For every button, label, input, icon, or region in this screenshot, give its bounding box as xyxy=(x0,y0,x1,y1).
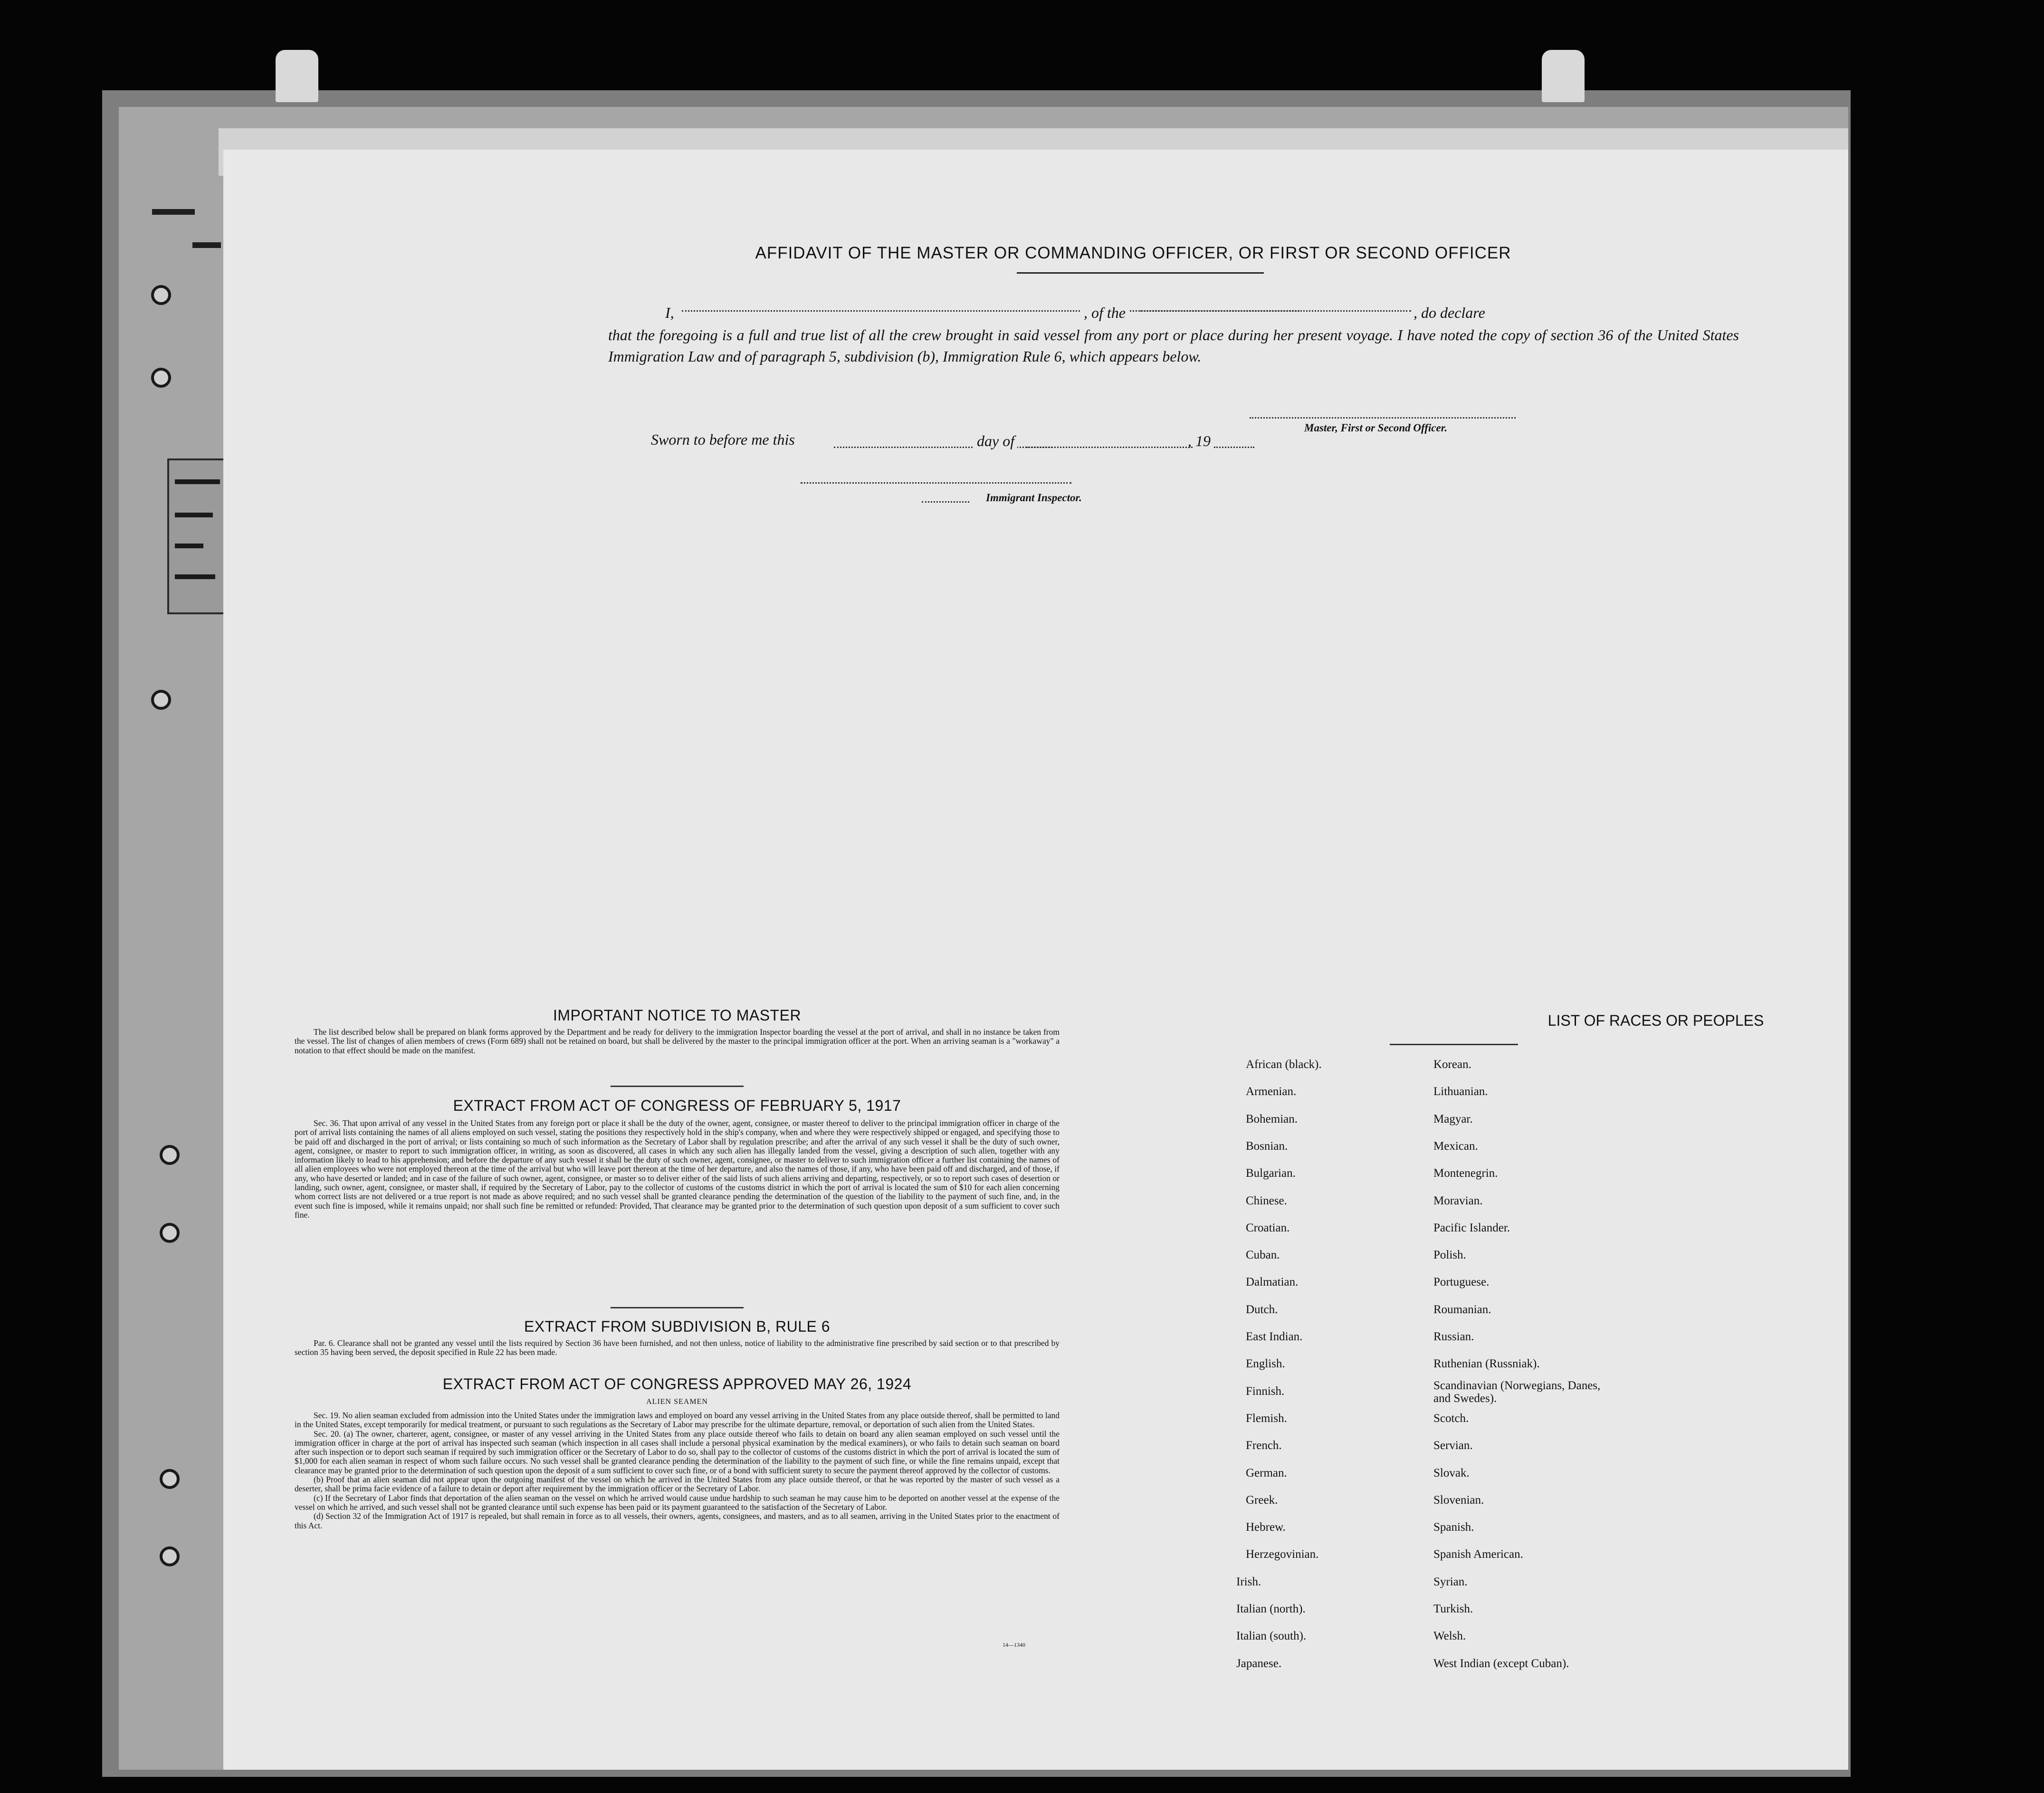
race-item: Scotch. xyxy=(1433,1412,1469,1425)
affidavit-body: that the foregoing is a full and true list of all the crew brought in said vessel from any port or place during her present voyage. I have noted the copy of section 36 of the United States Immigration Law and of paragraph 5, subdivision (b), Immigration Rule 6, which appears below. xyxy=(608,326,1739,365)
form-page xyxy=(223,150,1848,1770)
race-item: Magyar. xyxy=(1433,1112,1473,1125)
punch-hole xyxy=(160,1469,180,1489)
punch-hole xyxy=(151,368,171,388)
race-item: Spanish American. xyxy=(1433,1548,1523,1561)
sec-19-text: Sec. 19. No alien seaman excluded from admission into the United States under the immigration laws and employed on board any vessel arriving in the United States from any place outside thereof, shall be permitted to land in the United States, except temporarily for medical treatment, or pursuant to such regulations as the Secretary of Labor may prescribe for the ultimate departure, removal, or deportation of such alien from the United States. xyxy=(295,1411,1060,1430)
race-item: Irish. xyxy=(1236,1575,1261,1588)
margin-mark xyxy=(192,242,221,248)
race-item: Welsh. xyxy=(1433,1630,1466,1643)
race-item: Italian (south). xyxy=(1236,1630,1307,1643)
race-item: Russian. xyxy=(1433,1330,1474,1343)
inspector-label: Immigrant Inspector. xyxy=(986,492,1082,504)
race-item: Spanish. xyxy=(1433,1521,1474,1534)
race-item: French. xyxy=(1246,1439,1282,1452)
race-item: Greek. xyxy=(1246,1493,1278,1507)
race-item: Lithuanian. xyxy=(1433,1085,1488,1098)
race-item: Ruthenian (Russniak). xyxy=(1433,1357,1540,1371)
race-item: Japanese. xyxy=(1236,1657,1282,1670)
section-divider xyxy=(611,1086,744,1087)
alien-seamen-subtitle: ALIEN SEAMEN xyxy=(646,1398,708,1406)
race-item: German. xyxy=(1246,1466,1287,1479)
race-item: Bohemian. xyxy=(1246,1112,1298,1125)
race-item: Portuguese. xyxy=(1433,1276,1490,1289)
notice-title: IMPORTANT NOTICE TO MASTER xyxy=(553,1007,802,1024)
extract-1917-title: EXTRACT FROM ACT OF CONGRESS OF FEBRUARY 5, 1917 xyxy=(453,1097,901,1114)
extract-1924-title: EXTRACT FROM ACT OF CONGRESS APPROVED MAY 26, 1924 xyxy=(442,1375,912,1392)
affidavit-title: AFFIDAVIT OF THE MASTER OR COMMANDING OFFICER, OR FIRST OR SECOND OFFICER xyxy=(755,244,1511,262)
sec-20d-text: (d) Section 32 of the Immigration Act of 1917 is repealed, but shall remain in force as to all vessels, their owners, agents, consignees, and masters, and as to all seamen, arriving in the United States prior to the enactment of this Act. xyxy=(295,1511,1060,1530)
affidavit-do-declare: , do declare xyxy=(1414,304,1485,321)
race-item: Slovenian. xyxy=(1433,1493,1484,1507)
race-item: Turkish. xyxy=(1433,1602,1473,1615)
sworn-day-line xyxy=(834,447,1052,448)
race-item: Korean. xyxy=(1433,1058,1471,1071)
race-item: Syrian. xyxy=(1433,1575,1468,1588)
section-divider xyxy=(611,1307,744,1308)
rule-6-title: EXTRACT FROM SUBDIVISION B, RULE 6 xyxy=(524,1318,831,1335)
race-item: Montenegrin. xyxy=(1433,1167,1498,1180)
affidavit-i-label: I, xyxy=(665,304,674,321)
inspector-line xyxy=(801,482,1071,484)
race-item: Scandinavian (Norwegians, Danes, and Swedes). xyxy=(1433,1379,1601,1405)
sec-20c-text: (c) If the Secretary of Labor finds that deportation of the alien seaman on the vessel on which he arrived would cause undue hardship to such seaman he may cause him to be deported on another vessel at the expense of the vessel on which he arrived, and such vessel shall not be granted clearance until such expense has been paid or its payment guaranteed to the satisfaction of the Secretary of Labor. xyxy=(295,1493,1060,1512)
inspector-short-line xyxy=(922,501,969,503)
extract-1924-body xyxy=(295,1411,1060,1530)
race-item: Croatian. xyxy=(1246,1221,1290,1234)
punch-hole xyxy=(160,1145,180,1165)
signature-line xyxy=(1250,417,1516,419)
race-item: African (black). xyxy=(1246,1058,1322,1071)
race-item: Moravian. xyxy=(1433,1194,1483,1207)
race-item: Slovak. xyxy=(1433,1466,1470,1479)
vessel-name-line xyxy=(1140,310,1411,312)
sec-36-text: Sec. 36. That upon arrival of any vessel in the United States from any foreign port or place it shall be the duty of the owner, agent, consignee, or master thereof to deliver to the principal immigration officer in charge of the port of arrival lists containing the names of all aliens employed on such vessel, stating the positions they respectively hold in the ship's company, when and where they were respectively shipped or engaged, and specifying those to be paid off and discharged in the port of arrival; or lists containing so much of such information as the Secretary of Labor shall by regulation prescribe; and after the arrival of any such vessel it shall be the duty of such owner, agent, consignee, or master to report to such immigration officer, in writing, as soon as discovered, all cases in which any such alien has illegally landed from the vessel, giving a description of such alien, together with any information likely to lead to his apprehension; and before the departure of any such vessel it shall be the duty of such owner, agent, consignee, or master to deliver to such immigration officer a further list containing the names of all alien employees who were not employed thereon at the time of the arrival but who will leave port thereon at the time of her departure, and also the names of those, if any, who have been paid off and discharged, and of those, if any, who have deserted or landed; and in case of the failure of such owner, agent, consignee, or master so to deliver either of the said lists of such aliens arriving and departing, respectively, or so to report such cases of desertion or landing, such owner, agent, consignee, or master shall, if required by the Secretary of Labor, pay to the collector of customs of the customs district in which the port of arrival is located the sum of $10 for each alien concerning whom correct lists are not delivered or a true report is not made as above required; and no such vessel shall be granted clearance pending the determination of the question of the liability to the payment of such fine, and, in the event such fine is imposed, while it remains unpaid; nor shall such fine be remitted or refunded: Provided, That clearance may be granted prior to the determination of such question upon deposit of a sum sufficient to cover such fine. xyxy=(295,1118,1060,1220)
race-item: Herzegovinian. xyxy=(1246,1548,1319,1561)
race-item: Pacific Islander. xyxy=(1433,1221,1510,1234)
race-item: Hebrew. xyxy=(1246,1521,1286,1534)
title-rule xyxy=(1017,272,1264,274)
punch-hole xyxy=(151,690,171,710)
margin-mark xyxy=(152,209,195,215)
extract-1917-body xyxy=(295,1119,1060,1220)
form-number: 14—1340 xyxy=(1003,1641,1025,1648)
race-item: Dalmatian. xyxy=(1246,1276,1299,1289)
race-item: Flemish. xyxy=(1246,1412,1287,1425)
notice-text: The list described below shall be prepared on blank forms approved by the Department and be ready for delivery to the immigration Inspector boarding the vessel at the port of arrival, and shall in no instance be taken from the vessel. The list of changes of alien members of crews (Form 689) shall not be retained on board, but shall be delivered by the master to the principal immigration officer at the port. When an arriving seaman is a "workaway" a notation to that effect should be made on the manifest. xyxy=(295,1027,1060,1055)
race-item: Cuban. xyxy=(1246,1249,1280,1262)
notice-body xyxy=(295,1028,1060,1055)
punch-hole xyxy=(160,1546,180,1566)
signature-label: Master, First or Second Officer. xyxy=(1304,422,1448,434)
rule-6-body xyxy=(295,1339,1060,1357)
race-item: East Indian. xyxy=(1246,1330,1303,1343)
sworn-month-line xyxy=(1026,447,1193,448)
day-of-label: day of xyxy=(974,432,1017,450)
race-item: Finnish. xyxy=(1246,1384,1285,1398)
sec-20a-text: Sec. 20. (a) The owner, charterer, agent, consignee, or master of any vessel arriving in the United States from any place outside thereof who fails to detain on board any alien seaman employed on such vessel until the immigration officer in charge at the port of arrival has inspected such seaman (which inspection in all cases shall include a personal physical examination by the medical examiners), or who fails to detain such seaman on board after such inspection or to deport such seaman if required by such immigration officer or the Secretary of Labor to do so, shall pay to the collector of customs of the customs district in which the port of arrival is located the sum of $1,000 for each alien seaman in respect of whom such failure occurs. No such vessel shall be granted clearance pending the determination of the liability to the payment of such fine, or while the fine remains unpaid, except that clearance may be granted prior to the determination of such question upon the deposit of a sum sufficient to cover such fine, or of a bond with sufficient surety to secure the payment thereof approved by the collector of customs. xyxy=(295,1429,1060,1475)
race-item: Bosnian. xyxy=(1246,1139,1288,1153)
affidavit-of-the: , of the xyxy=(1081,304,1128,322)
sworn-year-line xyxy=(1214,447,1254,448)
year-prefix: , 19 xyxy=(1188,432,1211,449)
binder-clip xyxy=(276,50,318,102)
races-title: LIST OF RACES OR PEOPLES xyxy=(1547,1012,1764,1029)
sworn-label: Sworn to before me this xyxy=(651,431,795,448)
race-item: Dutch. xyxy=(1246,1303,1278,1316)
race-item: English. xyxy=(1246,1357,1285,1371)
race-item: Armenian. xyxy=(1246,1085,1297,1098)
punch-hole xyxy=(160,1223,180,1243)
race-item: Italian (north). xyxy=(1236,1602,1306,1615)
race-item: Bulgarian. xyxy=(1246,1167,1296,1180)
sec-20b-text: (b) Proof that an alien seaman did not appear upon the outgoing manifest of the vessel on which he arrived in the United States from any place outside thereof, or that he was reported by the master of such vessel as a deserter, shall be prima facie evidence of a failure to detain or deport after requirement by the immigration officer or the Secretary of Labor. xyxy=(295,1475,1060,1494)
race-item: Polish. xyxy=(1433,1249,1466,1262)
race-item: Chinese. xyxy=(1246,1194,1287,1207)
race-item: Roumanian. xyxy=(1433,1303,1491,1316)
race-item: Mexican. xyxy=(1433,1139,1478,1153)
race-item: Servian. xyxy=(1433,1439,1473,1452)
races-rule xyxy=(1390,1044,1518,1045)
punch-hole xyxy=(151,285,171,305)
race-item: West Indian (except Cuban). xyxy=(1433,1657,1569,1670)
binder-clip xyxy=(1542,50,1585,102)
par-6-text: Par. 6. Clearance shall not be granted any vessel until the lists required by Section 36 have been furnished, and not then unless, notice of liability to the administrative fine prescribed by said section or to that prescribed by section 35 having been served, the deposit specified in Rule 22 has been made. xyxy=(295,1338,1060,1357)
